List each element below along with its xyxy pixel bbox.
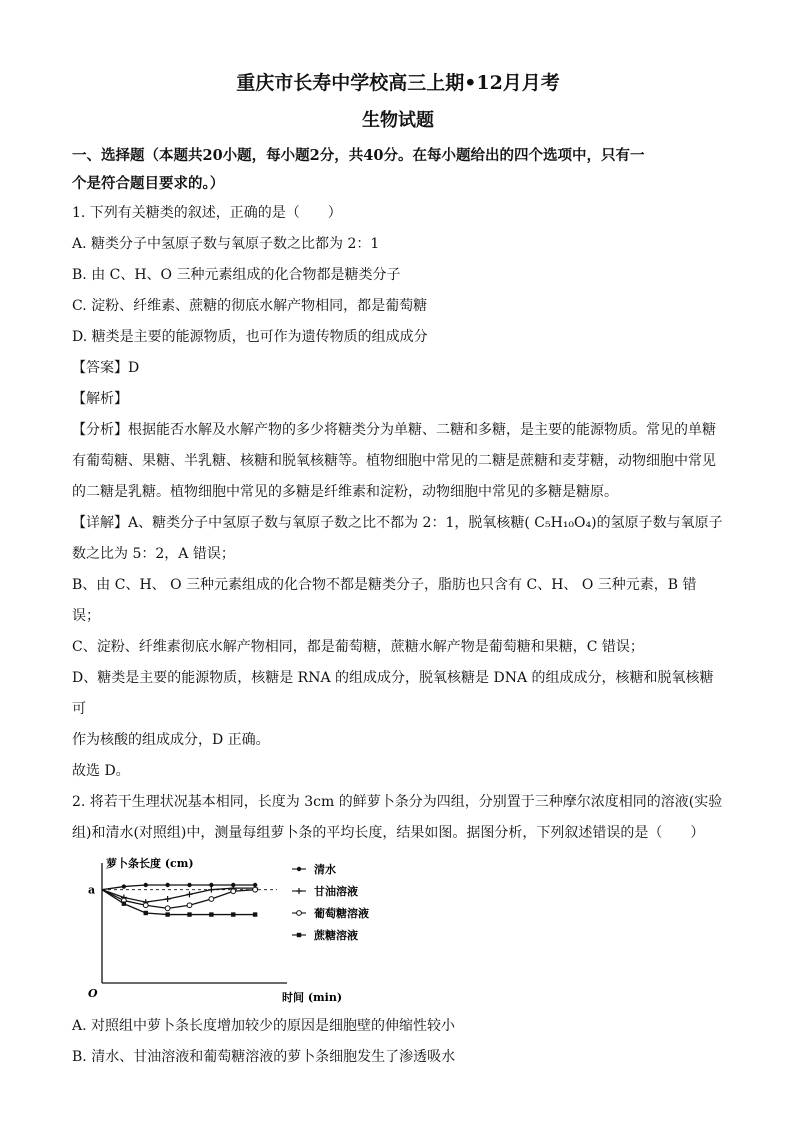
series-3-point [165, 912, 169, 916]
origin-label: O [88, 987, 98, 1000]
series-2-point [187, 903, 192, 908]
q1-fenxi-line3: 的二糖是乳糖。植物细胞中常见的多糖是纤维素和淀粉，动物细胞中常见的多糖是糖原。 [72, 484, 618, 500]
series-2-point [165, 906, 170, 911]
series-3-point [209, 912, 213, 916]
x-axis-label: 时间 (min) [282, 991, 343, 1004]
series-3-point [187, 912, 191, 916]
series-0-point [144, 883, 148, 887]
q1-analysis-label: 【解析】 [72, 391, 128, 407]
series-1-point [208, 887, 214, 893]
q1-option-a: A. 糖类分子中氢原子数与氧原子数之比都为 2：1 [72, 236, 380, 252]
q1-fenxi-line1: 【分析】根据能否水解及水解产物的多少将糖类分为单糖、二糖和多糖，是主要的能源物质。常见的单糖 [72, 422, 716, 438]
exam-subject: 生物试题 [362, 110, 434, 131]
legend-label-0: 清水 [314, 863, 336, 876]
q1-xiangjie-line5: D、糖类是主要的能源物质，核糖是 RNA 的组成成分，脱氧核糖是 DNA 的组成成分，核糖和脱氧核糖可 [72, 670, 714, 717]
legend-marker-3 [297, 933, 301, 937]
q1-fenxi-line2: 有葡萄糖、果糖、半乳糖、核糖和脱氧核糖等。植物细胞中常见的二糖是蔗糖和麦芽糖，动物细胞中常见 [72, 453, 716, 469]
q1-answer: 【答案】D [72, 360, 140, 376]
exam-page [72, 62, 724, 1073]
section-heading-line1: 一、选择题（本题共20小题，每小题2分，共40分。在每小题给出的四个选项中，只有一 [72, 147, 645, 164]
legend-label-3: 蔗糖溶液 [314, 929, 358, 942]
q1-xiangjie-line3: B、由 C、H、 O 三种元素组成的化合物不都是糖类分子，脂肪也只含有 C、H、 O 三种元素，B 错误； [72, 577, 697, 624]
series-2-point [209, 897, 214, 902]
q1-xiangjie-line6: 作为核酸的组成成分，D 正确。 [72, 732, 270, 748]
y-axis-label: 萝卜条长度 (cm) [106, 857, 194, 870]
q2-stem-line1: 2. 将若干生理状况基本相同，长度为 3cm 的鲜萝卜条分为四组，分别置于三种摩尔浓度相同的溶液(实验 [72, 794, 723, 810]
series-3-point [253, 912, 257, 916]
radish-length-chart [80, 855, 400, 1005]
q1-option-d: D. 糖类是主要的能源物质，也可作为遗传物质的组成成分 [72, 329, 428, 345]
series-3-point [122, 901, 126, 905]
series-0-point [122, 884, 126, 888]
series-2-point [231, 889, 236, 894]
q2-option-b: B. 清水、甘油溶液和葡萄糖溶液的萝卜条细胞发生了渗透吸水 [72, 1049, 456, 1065]
q2-stem-line2: 组)和清水(对照组)中，测量每组萝卜条的平均长度，结果如图。据图分析，下列叙述错误的是（ ） [72, 825, 705, 841]
q1-option-b: B. 由 C、H、O 三种元素组成的化合物都是糖类分子 [72, 267, 401, 283]
series-1-point [187, 891, 193, 897]
section-heading-line2: 个是符合题目要求的。） [72, 175, 225, 192]
series-1-point [165, 896, 171, 902]
series-3-point [231, 912, 235, 916]
legend-marker-0 [297, 867, 301, 871]
legend-label-2: 葡萄糖溶液 [314, 907, 369, 920]
series-3-point [144, 911, 148, 915]
q1-xiangjie-line4: C、淀粉、纤维素彻底水解产物相同，都是葡萄糖，蔗糖水解产物是葡萄糖和果糖，C 错误； [72, 639, 644, 655]
series-2-point [143, 903, 148, 908]
series-0-point [165, 883, 169, 887]
q1-xiangjie-line1: 【详解】A、糖类分子中氢原子数与氧原子数之比不都为 2：1，脱氧核糖( C₅H₁₀O₄)的氢原子数与氧原子 [72, 515, 723, 531]
reference-label: a [88, 883, 96, 897]
series-0-point [209, 883, 213, 887]
legend-label-1: 甘油溶液 [314, 885, 358, 898]
q1-option-c: C. 淀粉、纤维素、蔗糖的彻底水解产物相同，都是葡萄糖 [72, 298, 428, 314]
legend-marker-1 [296, 888, 302, 894]
exam-title: 重庆市长寿中学校高三上期•12月月考 [236, 72, 560, 94]
legend-marker-2 [297, 911, 302, 916]
chart-svg [80, 855, 400, 1005]
series-2-point [253, 887, 258, 892]
q1-conclusion: 故选 D。 [72, 763, 130, 779]
series-0-point [187, 883, 191, 887]
q2-option-a: A. 对照组中萝卜条长度增加较少的原因是细胞壁的伸缩性较小 [72, 1018, 456, 1034]
q1-stem: 1. 下列有关糖类的叙述，正确的是（ ） [72, 205, 342, 221]
q1-xiangjie-line2: 数之比为 5：2，A 错误； [72, 546, 235, 562]
